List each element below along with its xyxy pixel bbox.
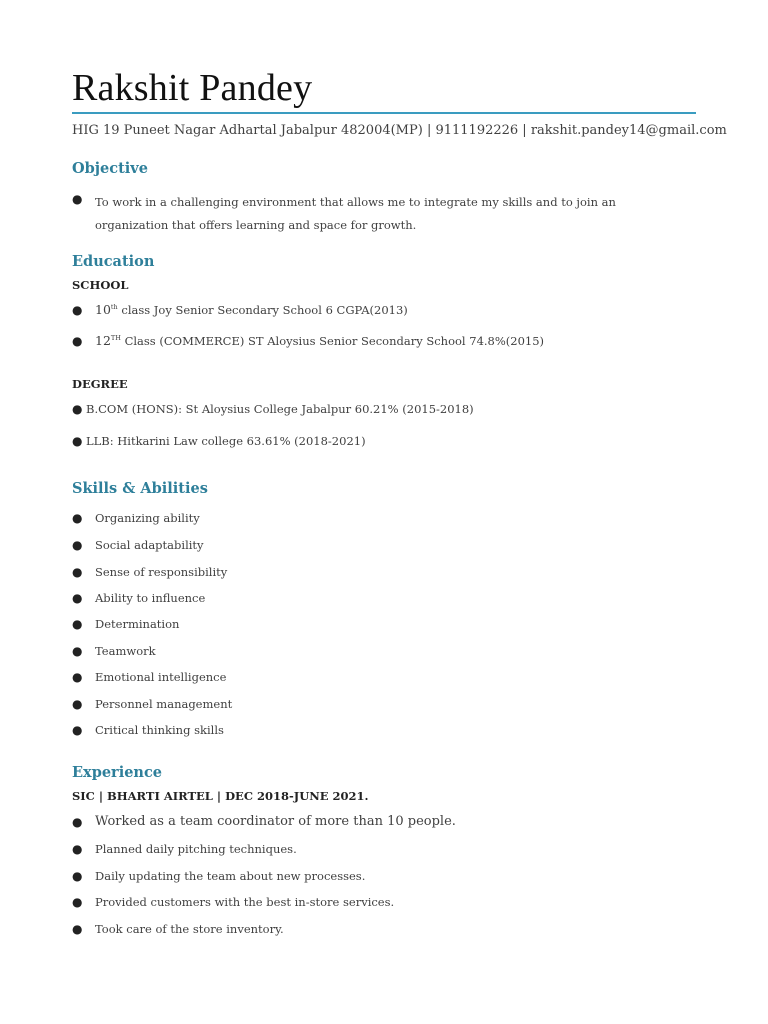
bullet-icon: ● — [72, 617, 83, 631]
experience-role: SIC | BHARTI AIRTEL | DEC 2018-JUNE 2021. — [72, 789, 369, 803]
bullet-icon: ● — [72, 869, 83, 883]
degree-item-text: B.COM (HONS): St Aloysius College Jabalpur 60.21% (2015-2018) — [86, 402, 474, 416]
school-label: SCHOOL — [72, 278, 129, 292]
bullet-icon: ● — [72, 434, 83, 448]
bullet-icon: ● — [72, 511, 83, 525]
education-heading: Education — [72, 253, 155, 270]
bullet-icon: ● — [72, 644, 83, 658]
candidate-name: Rakshit Pandey — [72, 67, 313, 109]
experience-heading: Experience — [72, 764, 163, 781]
objective-text: To work in a challenging environment that allows me to integrate my skills and to join an organization that offers learning and space for growth. — [95, 195, 616, 232]
school-item-text: 12TH Class (COMMERCE) ST Aloysius Senior Secondary School 74.8%(2015) — [95, 333, 545, 348]
objective-heading: Objective — [72, 160, 148, 177]
bullet-icon: ● — [72, 192, 83, 206]
bullet-icon: ● — [72, 670, 83, 684]
bullet-icon: ● — [72, 842, 83, 856]
bullet-icon: ● — [72, 402, 83, 416]
header-rule — [72, 112, 696, 114]
school-item-text: 10th class Joy Senior Secondary School 6 CGPA(2013) — [95, 302, 408, 317]
resume-page: Rakshit Pandey HIG 19 Puneet Nagar Adhartal Jabalpur 482004(MP) | 9111192226 | rakshit.pandey14@gmail.com Objective ● To work in a challenging environment that allows me to integrate my skills and to join an organization that offers learning and space for growth. Education SCHOOL ● 10th class Joy Senior Secondary School 6 CGPA(2013) ● 12TH Class (COMMERCE) ST Aloysius Senior Secondary School 74.8%(2015) DEGREE ● B.COM (HONS): St Aloysius College Jabalpur 60.21% (2015-2018) ● LLB: Hitkarini Law college 63.61% (2018-2021) Skills & Abilities ● Organizing ability ● Social adaptability ● Sense of responsibility ● Ability to influence ● Determination ● Teamwork ● Emotional intelligence ● Personnel management ● Critical thinking skills Experience SIC | BHARTI AIRTEL | DEC 2018-JUNE 2021. ● Worked as a team coordinator of more than 10 people. ● Planned daily pitching techniques. ● Daily updating the team about new processes. ● Provided customers with the best in-store services. ● Took care of the store inventory. — [0, 0, 768, 1024]
bullet-icon: ● — [72, 334, 83, 348]
bullet-icon: ● — [72, 591, 83, 605]
bullet-icon: ● — [72, 922, 83, 936]
bullet-icon: ● — [72, 815, 83, 829]
bullet-icon: ● — [72, 303, 83, 317]
bullet-icon: ● — [72, 723, 83, 737]
bullet-icon: ● — [72, 565, 83, 579]
bullet-icon: ● — [72, 538, 83, 552]
bullet-icon: ● — [72, 697, 83, 711]
bullet-icon: ● — [72, 895, 83, 909]
skills-heading: Skills & Abilities — [72, 480, 208, 497]
degree-label: DEGREE — [72, 377, 128, 391]
contact-line: HIG 19 Puneet Nagar Adhartal Jabalpur 482004(MP) | 9111192226 | rakshit.pandey14@gmail.com — [72, 123, 727, 138]
degree-item-text: LLB: Hitkarini Law college 63.61% (2018-2021) — [86, 434, 366, 448]
